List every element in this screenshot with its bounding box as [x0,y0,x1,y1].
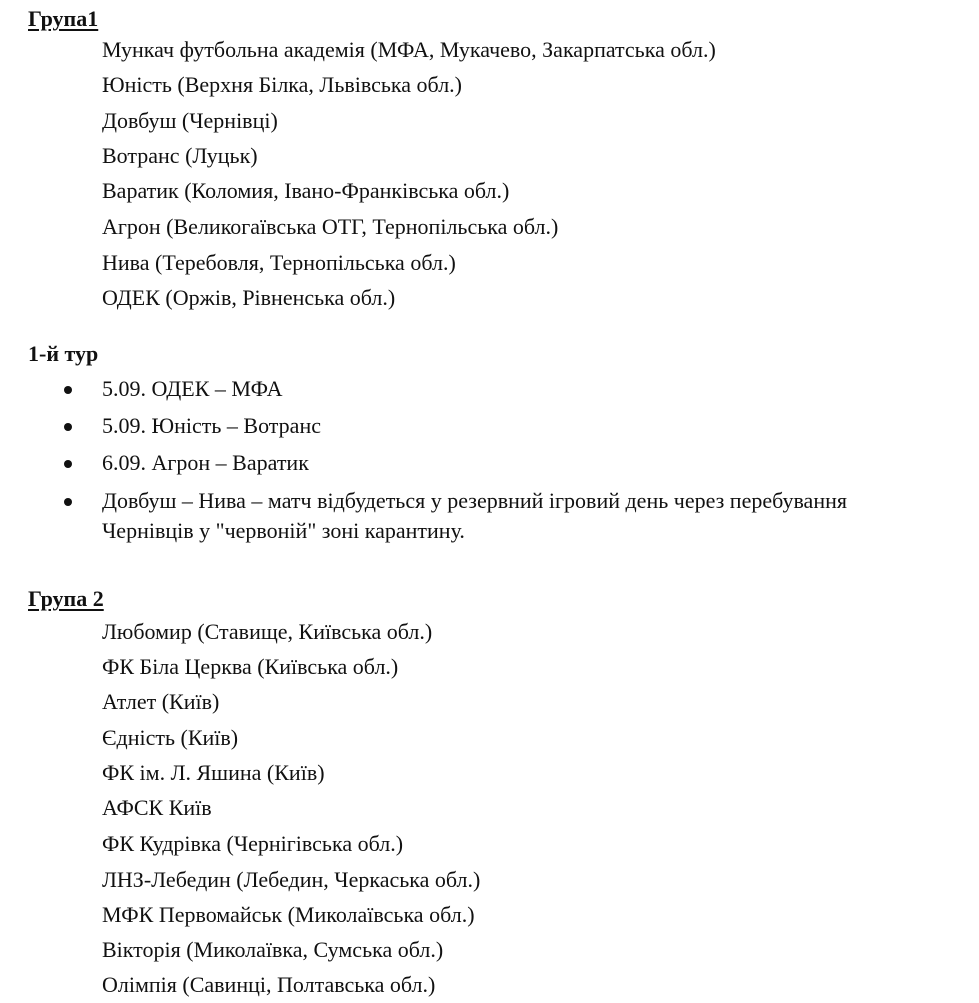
list-item-text: ФК Кудрівка (Чернігівська обл.) [102,831,404,856]
bullet-icon [64,498,72,506]
match-text: Довбуш – Нива – матч відбудеться у резервний ігровий день через перебування [102,488,847,513]
list-item-text: ЛНЗ-Лебедин (Лебедин, Черкаська обл.) [102,867,481,892]
bullet-icon [64,423,72,431]
list-item-text: Агрон (Великогаївська ОТГ, Тернопільська обл.) [102,214,559,239]
list-item-text: Олімпія (Савинці, Полтавська обл.) [102,972,436,997]
list-item-text: Довбуш (Чернівці) [102,108,278,133]
list-item-text: Єдність (Київ) [102,725,239,750]
list-item-text: АФСК Київ [102,795,212,820]
list-item-text: Варатик (Коломия, Івано-Франківська обл.) [102,178,510,203]
list-item-text: Юність (Верхня Білка, Львівська обл.) [102,72,462,97]
list-item-text: Вікторія (Миколаївка, Сумська обл.) [102,937,444,962]
list-item-text: ФК ім. Л. Яшина (Київ) [102,760,325,785]
round1-title: 1-й тур [28,341,99,366]
list-item-text: ФК Біла Церква (Київська обл.) [102,654,399,679]
bullet-icon [64,460,72,468]
group1-title: Група1 [28,6,99,31]
list-item-text: ОДЕК (Оржів, Рівненська обл.) [102,285,396,310]
list-item-text: Мункач футбольна академія (МФА, Мукачево, Закарпатська обл.) [102,37,716,62]
group2-title: Група 2 [28,586,104,611]
match-text: 5.09. ОДЕК – МФА [102,376,283,401]
match-text: 5.09. Юність – Вотранс [102,413,321,438]
match-text-continuation: Чернівців у "червоній" зоні карантину. [102,518,465,543]
match-text: 6.09. Агрон – Варатик [102,450,309,475]
list-item-text: Нива (Теребовля, Тернопільська обл.) [102,250,456,275]
list-item-text: Атлет (Київ) [102,689,220,714]
list-item-text: Любомир (Ставище, Київська обл.) [102,619,433,644]
list-item-text: МФК Первомайськ (Миколаївська обл.) [102,902,475,927]
bullet-icon [64,386,72,394]
list-item-text: Вотранс (Луцьк) [102,143,258,168]
